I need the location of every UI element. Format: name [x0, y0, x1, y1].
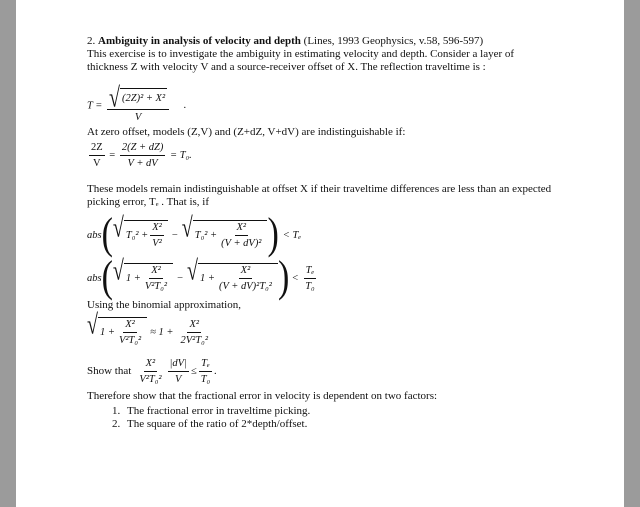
factor-item: 1. The fractional error in traveltime picking.: [123, 405, 557, 418]
binomial-text: Using the binomial approximation,: [87, 299, 241, 311]
page-content: [87, 35, 557, 431]
zero-offset-text: At zero offset, models (Z,V) and (Z+dZ, V+dV) are indistinguishable if:: [87, 126, 406, 138]
therefore-text: Therefore show that the fractional error in velocity is dependent on two factors:: [87, 390, 438, 402]
eq1-fraction: [107, 82, 169, 124]
eq1-trail: .: [183, 100, 187, 112]
eq1-lhs: T =: [87, 100, 103, 112]
abs-difference-equation: abs ( √ T₀² + $\frac{\text{X²}}{\text{V²}}$ − √ T₀² + $\frac{\text{X²}}{\text{(V + dV)²}}$ ) < Tₑ: [87, 210, 302, 259]
factors-list: [87, 405, 557, 431]
eq1-sqrt: √ (2Z)² + X²: [109, 82, 166, 114]
zero-offset-equation: $\frac{2Z}{V}$ = $\frac{2(Z + dZ)}{V + dV}$ = T₀.: [91, 142, 192, 169]
eq2-frac2: $\frac{2(Z + dZ)}{V + dV}$: [121, 142, 164, 169]
eq1-radicand: (2Z)² + X²: [120, 88, 167, 108]
factor-item: 2. The square of the ratio of 2*depth/offset.: [123, 418, 557, 431]
eq2-frac1: $\frac{2Z}{V}$: [91, 142, 103, 169]
eq3-rhs: < Tₑ: [282, 229, 302, 241]
eq3-t0-term: T₀² +: [125, 230, 149, 241]
show-that-line: Show that $\frac{\text{X²}}{\text{V²T₀²}}$ $\frac{|dV|}{V}$ ≤ $\frac{\text{Tₑ}}{\text{T₀}}$ .: [87, 357, 217, 385]
eq3-abs: abs: [87, 229, 102, 241]
eq1-denominator: V: [134, 112, 142, 123]
exercise-heading: [87, 35, 557, 48]
exercise-title: Ambiguity in analysis of velocity and depth: [98, 35, 301, 47]
traveltime-equation: [87, 82, 557, 124]
binomial-equation: √ 1 + $\frac{\text{X²}}{\text{V²T₀²}}$ ≈ 1 + $\frac{\text{X²}}{\text{2V²T₀²}}$: [87, 309, 208, 346]
models-text: These models remain indistinguishable at offset X if their traveltime differences are less than an expected picking error, Tₑ . That is, if: [87, 183, 552, 208]
show-that-label: Show that: [87, 364, 132, 377]
normalized-abs-equation: abs ( √ 1 + $\frac{\text{X²}}{\text{V²T₀²}}$ − √ 1 + $\frac{\text{X²}}{\text{(V + dV)²T₀²}}$ ) < $\frac{\text{Tₑ}}{\text{T₀}}$: [87, 253, 315, 302]
eq2-rhs: = T₀.: [169, 149, 192, 161]
exercise-number: 2.: [87, 35, 96, 47]
intro-paragraph: This exercise is to investigate the ambiguity in estimating velocity and depth. Consider a layer of thickness Z with velocity V and a source-receiver offset of X. The reflection traveltime is :: [87, 48, 515, 73]
exercise-citation: (Lines, 1993 Geophysics, v.58, 596-597): [303, 35, 484, 47]
document-page: [16, 0, 624, 507]
